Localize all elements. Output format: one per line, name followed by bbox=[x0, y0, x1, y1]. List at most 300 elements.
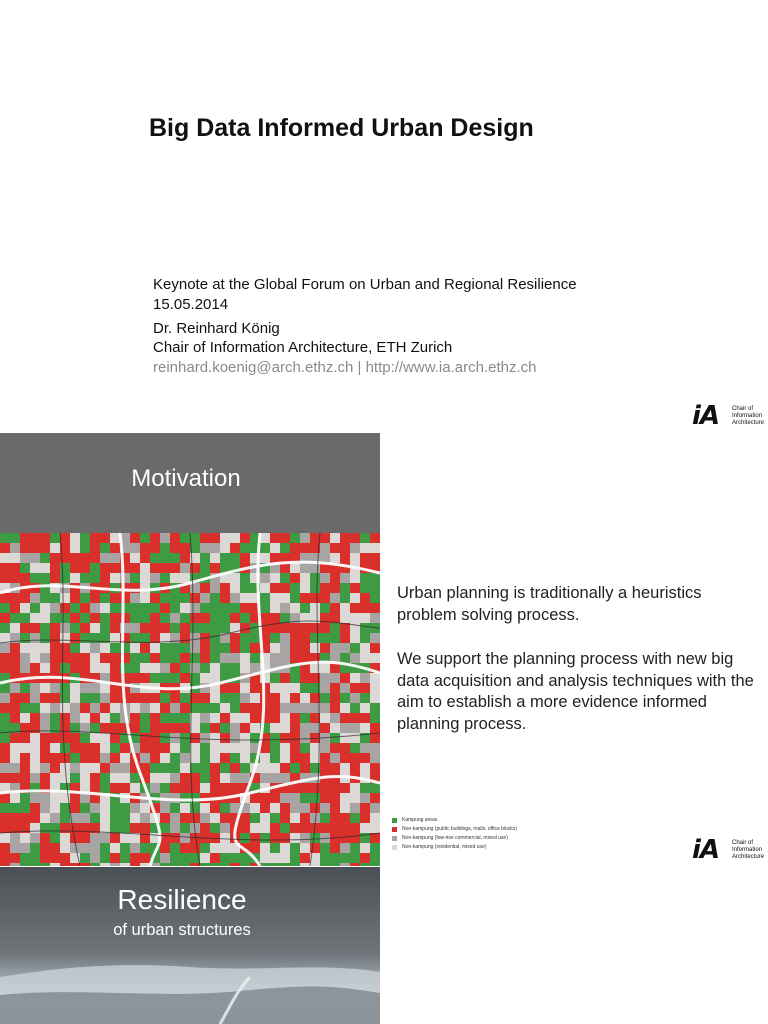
map-parcel bbox=[100, 593, 110, 603]
map-parcel bbox=[50, 563, 60, 573]
map-parcel bbox=[70, 763, 80, 773]
map-parcel bbox=[0, 753, 10, 763]
map-parcel bbox=[90, 573, 100, 583]
date-line: 15.05.2014 bbox=[153, 296, 229, 313]
map-parcel bbox=[350, 543, 360, 553]
legend-item: Kampung areas bbox=[392, 816, 552, 825]
map-parcel bbox=[160, 853, 170, 863]
map-parcel bbox=[330, 543, 340, 553]
map-parcel bbox=[220, 603, 230, 613]
map-parcel bbox=[40, 693, 50, 703]
map-parcel bbox=[180, 603, 190, 613]
map-parcel bbox=[140, 853, 150, 863]
map-parcel bbox=[20, 633, 30, 643]
map-parcel bbox=[210, 593, 220, 603]
map-parcel bbox=[270, 693, 280, 703]
map-parcel bbox=[210, 763, 220, 773]
ia-logo-text: Chair of Information Architecture bbox=[732, 406, 765, 426]
motivation-paragraph-2: We support the planning process with new big data acquisition and analysis techniques with the aim to establish a more evidence informed planning process. bbox=[397, 650, 754, 733]
map-parcel bbox=[320, 543, 330, 553]
map-parcel bbox=[60, 533, 70, 543]
map-parcel bbox=[340, 583, 350, 593]
map-parcel bbox=[200, 553, 210, 563]
map-parcel bbox=[200, 863, 210, 866]
map-parcel bbox=[250, 643, 260, 653]
map-parcel bbox=[120, 773, 130, 783]
map-parcel bbox=[80, 803, 90, 813]
map-parcel bbox=[30, 683, 40, 693]
map-parcel bbox=[40, 653, 50, 663]
map-parcel bbox=[170, 653, 180, 663]
map-parcel bbox=[70, 743, 80, 753]
map-parcel bbox=[270, 803, 280, 813]
map-parcel bbox=[280, 573, 290, 583]
map-parcel bbox=[250, 633, 260, 643]
motivation-paragraph-1: Urban planning is traditionally a heuristics problem solving process. bbox=[397, 584, 702, 624]
map-parcel bbox=[30, 763, 40, 773]
map-parcel bbox=[110, 763, 120, 773]
map-parcel bbox=[340, 653, 350, 663]
map-parcel bbox=[90, 653, 100, 663]
map-parcel bbox=[310, 843, 320, 853]
map-parcel bbox=[30, 533, 40, 543]
map-parcel bbox=[30, 843, 40, 853]
map-parcel bbox=[70, 593, 80, 603]
map-parcel bbox=[170, 753, 180, 763]
map-parcel bbox=[120, 593, 130, 603]
map-parcel bbox=[200, 723, 210, 733]
map-parcel bbox=[290, 573, 300, 583]
map-parcel bbox=[20, 563, 30, 573]
map-parcel bbox=[160, 533, 170, 543]
map-parcel bbox=[270, 793, 280, 803]
map-parcel bbox=[100, 723, 110, 733]
map-parcel bbox=[350, 593, 360, 603]
map-parcel bbox=[370, 733, 380, 743]
map-parcel bbox=[300, 633, 310, 643]
map-parcel bbox=[310, 583, 320, 593]
map-parcel bbox=[310, 713, 320, 723]
map-parcel bbox=[130, 843, 140, 853]
map-parcel bbox=[280, 693, 290, 703]
map-parcel bbox=[280, 583, 290, 593]
map-parcel bbox=[280, 613, 290, 623]
map-parcel bbox=[0, 813, 10, 823]
map-parcel bbox=[20, 813, 30, 823]
map-parcel bbox=[330, 733, 340, 743]
map-parcel bbox=[150, 643, 160, 653]
ia-logo bbox=[692, 401, 768, 431]
resilience-title: Resilience bbox=[117, 884, 247, 915]
map-parcel bbox=[10, 853, 20, 863]
map-parcel bbox=[200, 543, 210, 553]
map-parcel bbox=[340, 673, 350, 683]
map-parcel bbox=[80, 703, 90, 713]
map-parcel bbox=[50, 633, 60, 643]
map-parcel bbox=[230, 573, 240, 583]
map-parcel bbox=[180, 693, 190, 703]
map-parcel bbox=[0, 773, 10, 783]
map-parcel bbox=[150, 673, 160, 683]
map-parcel bbox=[0, 853, 10, 863]
map-parcel bbox=[10, 603, 20, 613]
map-parcel bbox=[50, 693, 60, 703]
map-parcel bbox=[230, 593, 240, 603]
map-parcel bbox=[280, 703, 290, 713]
motivation-slide bbox=[0, 433, 768, 1024]
map-parcel bbox=[250, 823, 260, 833]
map-parcel bbox=[210, 753, 220, 763]
map-parcel bbox=[90, 803, 100, 813]
map-parcel bbox=[30, 713, 40, 723]
map-parcel bbox=[180, 723, 190, 733]
map-parcel bbox=[210, 543, 220, 553]
map-parcel bbox=[200, 823, 210, 833]
map-parcel bbox=[60, 693, 70, 703]
map-parcel bbox=[150, 713, 160, 723]
map-parcel bbox=[150, 573, 160, 583]
map-parcel bbox=[100, 823, 110, 833]
map-parcel bbox=[240, 703, 250, 713]
map-parcel bbox=[270, 633, 280, 643]
map-parcel bbox=[50, 603, 60, 613]
map-parcel bbox=[340, 593, 350, 603]
map-parcel bbox=[30, 793, 40, 803]
map-parcel bbox=[360, 713, 370, 723]
map-parcel bbox=[350, 713, 360, 723]
map-parcel bbox=[340, 843, 350, 853]
map-parcel bbox=[50, 593, 60, 603]
map-parcel bbox=[250, 683, 260, 693]
map-parcel bbox=[130, 773, 140, 783]
map-parcel bbox=[280, 733, 290, 743]
map-parcel bbox=[220, 543, 230, 553]
map-parcel bbox=[280, 723, 290, 733]
map-parcel bbox=[220, 823, 230, 833]
map-parcel bbox=[370, 693, 380, 703]
map-parcel bbox=[340, 553, 350, 563]
map-parcel bbox=[10, 543, 20, 553]
map-parcel bbox=[180, 533, 190, 543]
map-parcel bbox=[0, 533, 10, 543]
map-parcel bbox=[90, 543, 100, 553]
map-parcel bbox=[50, 763, 60, 773]
map-parcel bbox=[370, 673, 380, 683]
map-parcel bbox=[230, 583, 240, 593]
map-parcel bbox=[300, 813, 310, 823]
map-parcel bbox=[100, 763, 110, 773]
map-parcel bbox=[140, 593, 150, 603]
map-parcel bbox=[330, 623, 340, 633]
map-parcel bbox=[230, 693, 240, 703]
map-parcel bbox=[0, 603, 10, 613]
title-slide bbox=[0, 0, 768, 432]
map-parcel bbox=[350, 863, 360, 866]
map-parcel bbox=[350, 833, 360, 843]
map-parcel bbox=[310, 743, 320, 753]
map-parcel bbox=[270, 713, 280, 723]
map-parcel bbox=[240, 663, 250, 673]
map-parcel bbox=[80, 623, 90, 633]
map-parcel bbox=[240, 763, 250, 773]
map-parcel bbox=[150, 563, 160, 573]
map-parcel bbox=[20, 753, 30, 763]
map-parcel bbox=[70, 553, 80, 563]
map-parcel bbox=[50, 793, 60, 803]
map-parcel bbox=[350, 533, 360, 543]
legend-swatch bbox=[392, 818, 397, 823]
map-parcel bbox=[240, 683, 250, 693]
map-parcel bbox=[60, 603, 70, 613]
map-parcel bbox=[10, 763, 20, 773]
map-parcel bbox=[360, 653, 370, 663]
map-parcel bbox=[260, 573, 270, 583]
map-parcel bbox=[230, 603, 240, 613]
map-parcel bbox=[270, 773, 280, 783]
map-parcel bbox=[290, 693, 300, 703]
map-parcel bbox=[160, 643, 170, 653]
map-parcel bbox=[340, 803, 350, 813]
map-parcel bbox=[290, 683, 300, 693]
resilience-slide bbox=[0, 867, 380, 1024]
map-parcel bbox=[330, 803, 340, 813]
map-parcel bbox=[80, 853, 90, 863]
map-parcel bbox=[290, 703, 300, 713]
map-parcel bbox=[140, 543, 150, 553]
map-parcel bbox=[340, 693, 350, 703]
map-parcel bbox=[160, 563, 170, 573]
map-parcel bbox=[200, 533, 210, 543]
map-parcel bbox=[180, 853, 190, 863]
map-parcel bbox=[280, 793, 290, 803]
map-parcel bbox=[150, 553, 160, 563]
map-parcel bbox=[140, 633, 150, 643]
map-parcel bbox=[210, 563, 220, 573]
map-parcel bbox=[80, 633, 90, 643]
map-parcel bbox=[20, 653, 30, 663]
map-parcel bbox=[60, 623, 70, 633]
map-parcel bbox=[230, 533, 240, 543]
map-parcel bbox=[160, 753, 170, 763]
map-parcel bbox=[240, 583, 250, 593]
map-parcel bbox=[130, 623, 140, 633]
map-parcel bbox=[320, 783, 330, 793]
map-parcel bbox=[360, 533, 370, 543]
map-parcel bbox=[130, 603, 140, 613]
map-parcel bbox=[330, 723, 340, 733]
map-parcel bbox=[70, 733, 80, 743]
map-parcel bbox=[60, 703, 70, 713]
map-parcel bbox=[30, 803, 40, 813]
map-parcel bbox=[50, 623, 60, 633]
map-parcel bbox=[180, 713, 190, 723]
map-parcel bbox=[220, 643, 230, 653]
map-parcel bbox=[360, 863, 370, 866]
map-parcel bbox=[330, 843, 340, 853]
map-parcel bbox=[100, 573, 110, 583]
map-parcel bbox=[90, 753, 100, 763]
map-parcel bbox=[220, 743, 230, 753]
map-parcel bbox=[270, 703, 280, 713]
map-parcel bbox=[70, 613, 80, 623]
map-parcel bbox=[170, 563, 180, 573]
map-parcel bbox=[270, 813, 280, 823]
map-parcel bbox=[160, 553, 170, 563]
map-parcel bbox=[320, 593, 330, 603]
map-parcel bbox=[180, 743, 190, 753]
map-parcel bbox=[230, 863, 240, 866]
map-parcel bbox=[210, 743, 220, 753]
map-parcel bbox=[370, 633, 380, 643]
map-parcel bbox=[60, 683, 70, 693]
map-parcel bbox=[370, 723, 380, 733]
map-parcel bbox=[90, 733, 100, 743]
map-parcel bbox=[170, 643, 180, 653]
map-parcel bbox=[150, 623, 160, 633]
map-parcel bbox=[260, 583, 270, 593]
map-parcel bbox=[290, 863, 300, 866]
map-parcel bbox=[90, 813, 100, 823]
map-parcel bbox=[10, 743, 20, 753]
map-parcel bbox=[350, 843, 360, 853]
map-parcel bbox=[110, 673, 120, 683]
map-parcel bbox=[200, 803, 210, 813]
map-parcel bbox=[20, 643, 30, 653]
map-parcel bbox=[360, 703, 370, 713]
map-parcel bbox=[190, 863, 200, 866]
map-parcel bbox=[60, 583, 70, 593]
map-parcel bbox=[360, 693, 370, 703]
map-parcel bbox=[300, 533, 310, 543]
map-parcel bbox=[260, 813, 270, 823]
map-parcel bbox=[260, 843, 270, 853]
map-parcel bbox=[230, 763, 240, 773]
map-parcel bbox=[320, 673, 330, 683]
map-parcel bbox=[200, 583, 210, 593]
map-parcel bbox=[110, 863, 120, 866]
map-parcel bbox=[310, 703, 320, 713]
map-parcel bbox=[340, 543, 350, 553]
map-parcel bbox=[290, 733, 300, 743]
map-parcel bbox=[100, 653, 110, 663]
map-parcel bbox=[200, 643, 210, 653]
map-parcel bbox=[0, 553, 10, 563]
map-parcel bbox=[110, 623, 120, 633]
map-parcel bbox=[80, 543, 90, 553]
map-parcel bbox=[250, 843, 260, 853]
map-parcel bbox=[100, 703, 110, 713]
map-parcel bbox=[290, 603, 300, 613]
map-parcel bbox=[160, 593, 170, 603]
map-parcel bbox=[190, 663, 200, 673]
map-parcel bbox=[70, 633, 80, 643]
map-parcel bbox=[170, 613, 180, 623]
map-parcel bbox=[360, 583, 370, 593]
map-parcel bbox=[230, 743, 240, 753]
map-parcel bbox=[170, 553, 180, 563]
map-parcel bbox=[180, 563, 190, 573]
map-parcel bbox=[160, 743, 170, 753]
map-parcel bbox=[160, 573, 170, 583]
map-parcel bbox=[150, 743, 160, 753]
map-parcel bbox=[110, 723, 120, 733]
map-parcel bbox=[220, 863, 230, 866]
map-parcel bbox=[40, 723, 50, 733]
map-parcel bbox=[240, 693, 250, 703]
map-parcel bbox=[10, 533, 20, 543]
map-parcel bbox=[140, 563, 150, 573]
map-parcel bbox=[220, 773, 230, 783]
map-parcel bbox=[220, 583, 230, 593]
map-parcel bbox=[160, 723, 170, 733]
map-parcel bbox=[370, 643, 380, 653]
map-parcel bbox=[270, 603, 280, 613]
map-parcel bbox=[220, 693, 230, 703]
map-parcel bbox=[100, 773, 110, 783]
map-parcel bbox=[320, 573, 330, 583]
map-parcel bbox=[70, 693, 80, 703]
map-parcel bbox=[10, 593, 20, 603]
map-parcel bbox=[350, 673, 360, 683]
map-parcel bbox=[280, 863, 290, 866]
map-parcel bbox=[150, 753, 160, 763]
map-parcel bbox=[160, 703, 170, 713]
map-parcel bbox=[240, 603, 250, 613]
map-parcel bbox=[40, 713, 50, 723]
map-parcel bbox=[90, 773, 100, 783]
map-parcel bbox=[210, 703, 220, 713]
map-parcel bbox=[0, 683, 10, 693]
map-parcel bbox=[40, 643, 50, 653]
map-parcel bbox=[290, 633, 300, 643]
map-parcel bbox=[60, 573, 70, 583]
map-parcel bbox=[230, 853, 240, 863]
map-parcel bbox=[100, 713, 110, 723]
map-parcel bbox=[280, 773, 290, 783]
map-parcel bbox=[210, 733, 220, 743]
map-parcel bbox=[170, 783, 180, 793]
map-parcel bbox=[50, 833, 60, 843]
map-parcel bbox=[180, 643, 190, 653]
map-parcel bbox=[30, 573, 40, 583]
map-parcel bbox=[160, 613, 170, 623]
map-parcel bbox=[350, 733, 360, 743]
map-parcel bbox=[240, 813, 250, 823]
map-parcel bbox=[40, 663, 50, 673]
map-parcel bbox=[250, 713, 260, 723]
map-parcel bbox=[80, 643, 90, 653]
map-parcel bbox=[0, 843, 10, 853]
keynote-line: Keynote at the Global Forum on Urban and Regional Resilience bbox=[153, 276, 577, 293]
map-parcel bbox=[330, 813, 340, 823]
map-parcel bbox=[170, 543, 180, 553]
map-parcel bbox=[270, 653, 280, 663]
map-parcel bbox=[180, 623, 190, 633]
map-parcel bbox=[350, 553, 360, 563]
map-parcel bbox=[100, 753, 110, 763]
map-parcel bbox=[180, 863, 190, 866]
map-parcel bbox=[100, 843, 110, 853]
map-parcel bbox=[90, 833, 100, 843]
map-parcel bbox=[240, 553, 250, 563]
map-parcel bbox=[110, 783, 120, 793]
map-parcel bbox=[250, 833, 260, 843]
map-parcel bbox=[100, 663, 110, 673]
map-parcel bbox=[170, 693, 180, 703]
map-parcel bbox=[240, 643, 250, 653]
map-parcel bbox=[100, 833, 110, 843]
map-parcel bbox=[30, 773, 40, 783]
